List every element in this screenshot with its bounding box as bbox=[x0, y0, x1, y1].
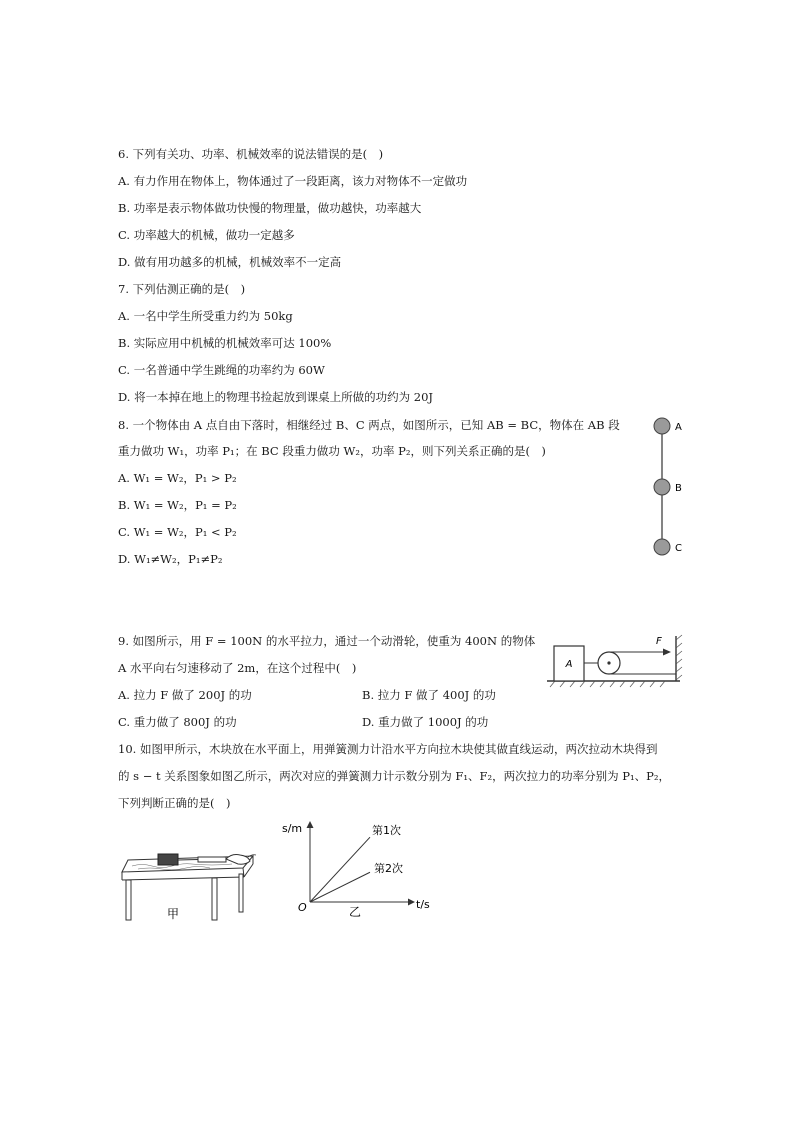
point-c-label: C bbox=[675, 543, 682, 554]
q10-stem-line3: 下列判断正确的是( ) bbox=[118, 796, 231, 810]
series-label-2: 第2次 bbox=[374, 862, 403, 876]
q6-option-d: D. 做有用功越多的机械，机械效率不一定高 bbox=[118, 255, 342, 269]
ball-b-icon bbox=[654, 479, 670, 495]
series-label-1: 第1次 bbox=[372, 824, 401, 838]
q8-option-d: D. W₁≠W₂，P₁≠P₂ bbox=[118, 552, 223, 566]
q7-option-a: A. 一名中学生所受重力约为 50kg bbox=[118, 309, 293, 323]
q9-option-b: B. 拉力 F 做了 400J 的功 bbox=[362, 688, 496, 702]
q9-option-d: D. 重力做了 1000J 的功 bbox=[362, 715, 489, 729]
ball-a-icon bbox=[654, 418, 670, 434]
figure-yi-caption: 乙 bbox=[349, 905, 362, 919]
q8-stem-line2: 重力做功 W₁，功率 P₁；在 BC 段重力做功 W₂，功率 P₂，则下列关系正确的是( ) bbox=[118, 444, 546, 458]
wooden-block bbox=[158, 854, 178, 865]
q7-option-c: C. 一名普通中学生跳绳的功率约为 60W bbox=[118, 363, 325, 377]
figure-jia-caption: 甲 bbox=[166, 907, 180, 921]
q8-option-b: B. W₁ = W₂，P₁ = P₂ bbox=[118, 498, 237, 512]
y-axis-label: s/m bbox=[282, 822, 303, 835]
point-b-label: B bbox=[675, 483, 682, 494]
figure-yi-st-graph bbox=[276, 816, 446, 920]
force-arrow-icon bbox=[663, 649, 671, 656]
q6-option-b: B. 功率是表示物体做功快慢的物理量，做功越快，功率越大 bbox=[118, 201, 422, 215]
force-label: F bbox=[656, 636, 662, 647]
q9-stem-line2: A 水平向右匀速移动了 2m，在这个过程中( ) bbox=[118, 661, 357, 675]
block-a-label: A bbox=[565, 659, 573, 670]
q8-option-a: A. W₁ = W₂，P₁ > P₂ bbox=[118, 471, 237, 485]
q7-stem: 7. 下列估测正确的是( ) bbox=[118, 282, 246, 296]
figure-jia-table bbox=[118, 844, 268, 926]
q7-option-b: B. 实际应用中机械的机械效率可达 100% bbox=[118, 336, 332, 350]
q8-option-c: C. W₁ = W₂，P₁ < P₂ bbox=[118, 525, 237, 539]
q10-stem-line2: 的 s − t 关系图象如图乙所示，两次对应的弹簧测力计示数分别为 F₁、F₂，两次拉力的功率分别为 P₁、P₂， bbox=[118, 769, 670, 783]
ball-c-icon bbox=[654, 539, 670, 555]
point-a-label: A bbox=[675, 422, 682, 433]
q9-option-a: A. 拉力 F 做了 200J 的功 bbox=[118, 688, 252, 702]
q9-option-c: C. 重力做了 800J 的功 bbox=[118, 715, 237, 729]
q9-stem-line1: 9. 如图所示，用 F = 100N 的水平拉力，通过一个动滑轮，使重为 400N 的物体 bbox=[118, 634, 536, 648]
spring-scale-icon bbox=[198, 857, 226, 862]
q7-option-d: D. 将一本掉在地上的物理书捡起放到课桌上所做的功约为 20J bbox=[118, 390, 434, 404]
q6-option-c: C. 功率越大的机械，做功一定越多 bbox=[118, 228, 295, 242]
falling-ball-figure bbox=[648, 412, 698, 562]
series-line-1 bbox=[310, 837, 370, 902]
series-line-2 bbox=[310, 872, 370, 902]
q10-stem-line1: 10. 如图甲所示，木块放在水平面上，用弹簧测力计沿水平方向拉木块使其做直线运动，两次拉动木块得到 bbox=[118, 742, 658, 756]
q8-stem-line1: 8. 一个物体由 A 点自由下落时，相继经过 B、C 两点，如图所示，已知 AB = BC，物体在 AB 段 bbox=[118, 418, 620, 432]
origin-label: O bbox=[298, 901, 307, 914]
q6-option-a: A. 有力作用在物体上，物体通过了一段距离，该力对物体不一定做功 bbox=[118, 174, 468, 188]
x-axis-label: t/s bbox=[416, 898, 430, 911]
pulley-figure bbox=[545, 632, 685, 690]
q6-stem: 6. 下列有关功、功率、机械效率的说法错误的是( ) bbox=[118, 147, 384, 161]
